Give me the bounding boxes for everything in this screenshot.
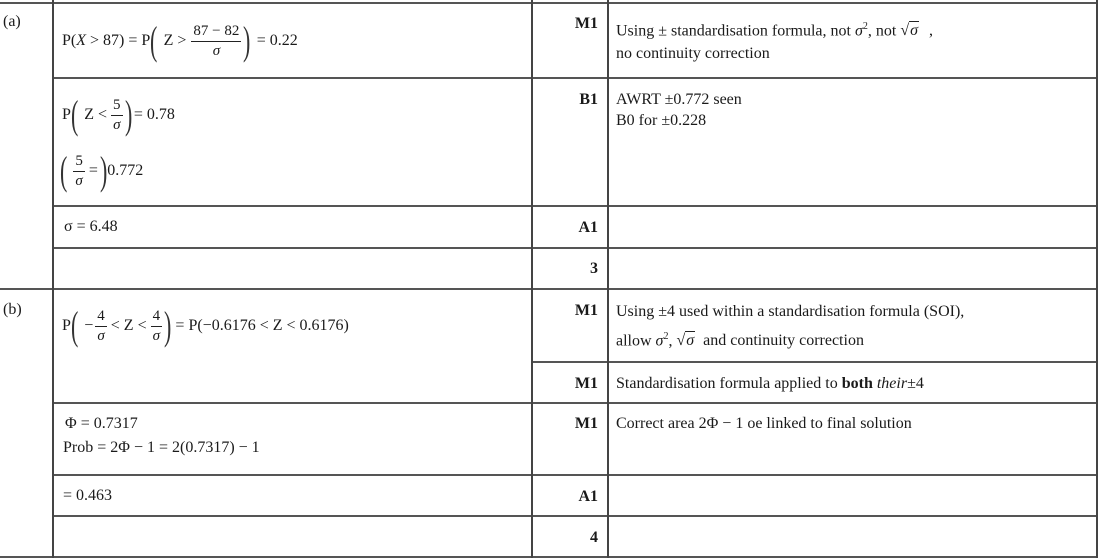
paren-close: ) [124, 92, 132, 137]
note-line: B0 for ±0.228 [616, 112, 707, 129]
column-divider-mark [607, 0, 609, 558]
note-text: , not [867, 22, 897, 40]
note-b1 [616, 300, 964, 352]
math-text: P [62, 106, 71, 123]
note-text: Standardisation formula applied to [616, 375, 838, 392]
radicand: σ [910, 22, 918, 40]
sqrt-sigma: √σ [676, 332, 695, 350]
note-line: no continuity correction [616, 45, 770, 63]
denominator: σ [212, 42, 221, 59]
fraction [191, 24, 241, 59]
row-divider [53, 247, 1098, 249]
part-divider [0, 288, 1098, 290]
math-text: = [88, 162, 98, 179]
table-border-top [0, 2, 1098, 4]
math-text: 0.772 [107, 162, 144, 179]
paren-close: ) [164, 303, 172, 348]
note-line [616, 15, 933, 42]
note-b2 [616, 372, 924, 395]
sigma-symbol: σ [854, 22, 863, 40]
row-divider [53, 474, 1098, 476]
note-line: AWRT ±0.772 seen [616, 91, 742, 108]
note-italic: their [876, 375, 908, 392]
mark-a1: M1 [574, 15, 598, 32]
mark-a3: A1 [578, 219, 598, 236]
mark-a-total: 3 [590, 260, 598, 277]
numerator: 4 [95, 309, 107, 327]
working-a2-line1 [62, 92, 175, 138]
part-label-a: (a) [3, 13, 21, 30]
mark-a2: B1 [579, 91, 598, 108]
paren-close: ) [99, 148, 108, 193]
paren-open: ( [70, 303, 79, 348]
denominator: σ [97, 327, 105, 344]
math-text: Z < [84, 106, 108, 123]
radicand: σ [686, 332, 695, 350]
math-text: < Z < [110, 317, 147, 334]
part-label-b: (b) [3, 301, 22, 318]
numerator: 5 [111, 98, 123, 116]
mark-b3: M1 [574, 415, 598, 432]
fraction [95, 309, 107, 344]
math-text: = P(−0.6176 < Z < 0.6176) [175, 317, 349, 334]
numerator: 87 − 82 [191, 24, 241, 42]
denominator: σ [113, 116, 121, 133]
fraction [111, 98, 123, 133]
row-divider [531, 361, 1098, 363]
working-b3-line1: Φ = 0.7317 [65, 415, 138, 432]
working-b1 [62, 303, 349, 349]
paren-open: ( [150, 18, 158, 63]
superscript: 2 [862, 21, 868, 32]
math-text: P [62, 317, 71, 334]
denominator: σ [75, 172, 83, 189]
note-line: Using ±4 used within a standardisation formula (SOI), [616, 303, 965, 320]
note-text: ±4 [907, 375, 924, 392]
working-a3: σ = 6.48 [64, 218, 118, 235]
paren-close: ) [243, 18, 251, 63]
math-text: Z > [163, 32, 187, 49]
sigma-symbol: σ [655, 332, 664, 350]
note-line [616, 325, 964, 352]
table-border-bottom [0, 556, 1098, 558]
table-border-right [1096, 0, 1098, 558]
math-text: = 0.22 [256, 32, 298, 49]
denominator: σ [152, 327, 161, 344]
note-text: , [668, 332, 673, 350]
row-divider [53, 205, 1098, 207]
note-text: and continuity correction [703, 332, 864, 350]
fraction [151, 309, 163, 344]
row-divider [53, 515, 1098, 517]
math-text: − [84, 317, 94, 334]
column-divider-working [531, 0, 533, 558]
mark-b2: M1 [574, 375, 598, 392]
note-b3: Correct area 2Φ − 1 oe linked to final solution [616, 415, 912, 432]
superscript: 2 [663, 331, 669, 342]
sqrt-sigma: √σ [900, 22, 918, 40]
paren-open: ( [70, 92, 79, 137]
note-text: Using ± standardisation formula, not [616, 22, 851, 40]
mark-b4: A1 [578, 488, 598, 505]
working-b3-line2: Prob = 2Φ − 1 = 2(0.7317) − 1 [63, 439, 260, 456]
note-a2 [616, 88, 742, 132]
note-text: allow [616, 332, 652, 350]
working-b4: = 0.463 [63, 487, 113, 504]
working-a2-line2 [60, 148, 143, 194]
row-divider [53, 402, 1098, 404]
math-text: P(X > 87) = P [62, 32, 151, 49]
column-divider-label [52, 0, 54, 558]
mark-b-total: 4 [590, 529, 598, 546]
note-text: , [928, 22, 933, 40]
numerator: 4 [151, 309, 163, 327]
note-a1 [616, 15, 933, 65]
mark-b1: M1 [574, 302, 598, 319]
working-a1 [62, 18, 298, 64]
paren-open: ( [59, 148, 68, 193]
fraction [73, 154, 85, 189]
note-bold: both [841, 375, 873, 392]
numerator: 5 [73, 154, 85, 172]
row-divider [53, 77, 1098, 79]
math-text: = 0.78 [133, 106, 175, 123]
